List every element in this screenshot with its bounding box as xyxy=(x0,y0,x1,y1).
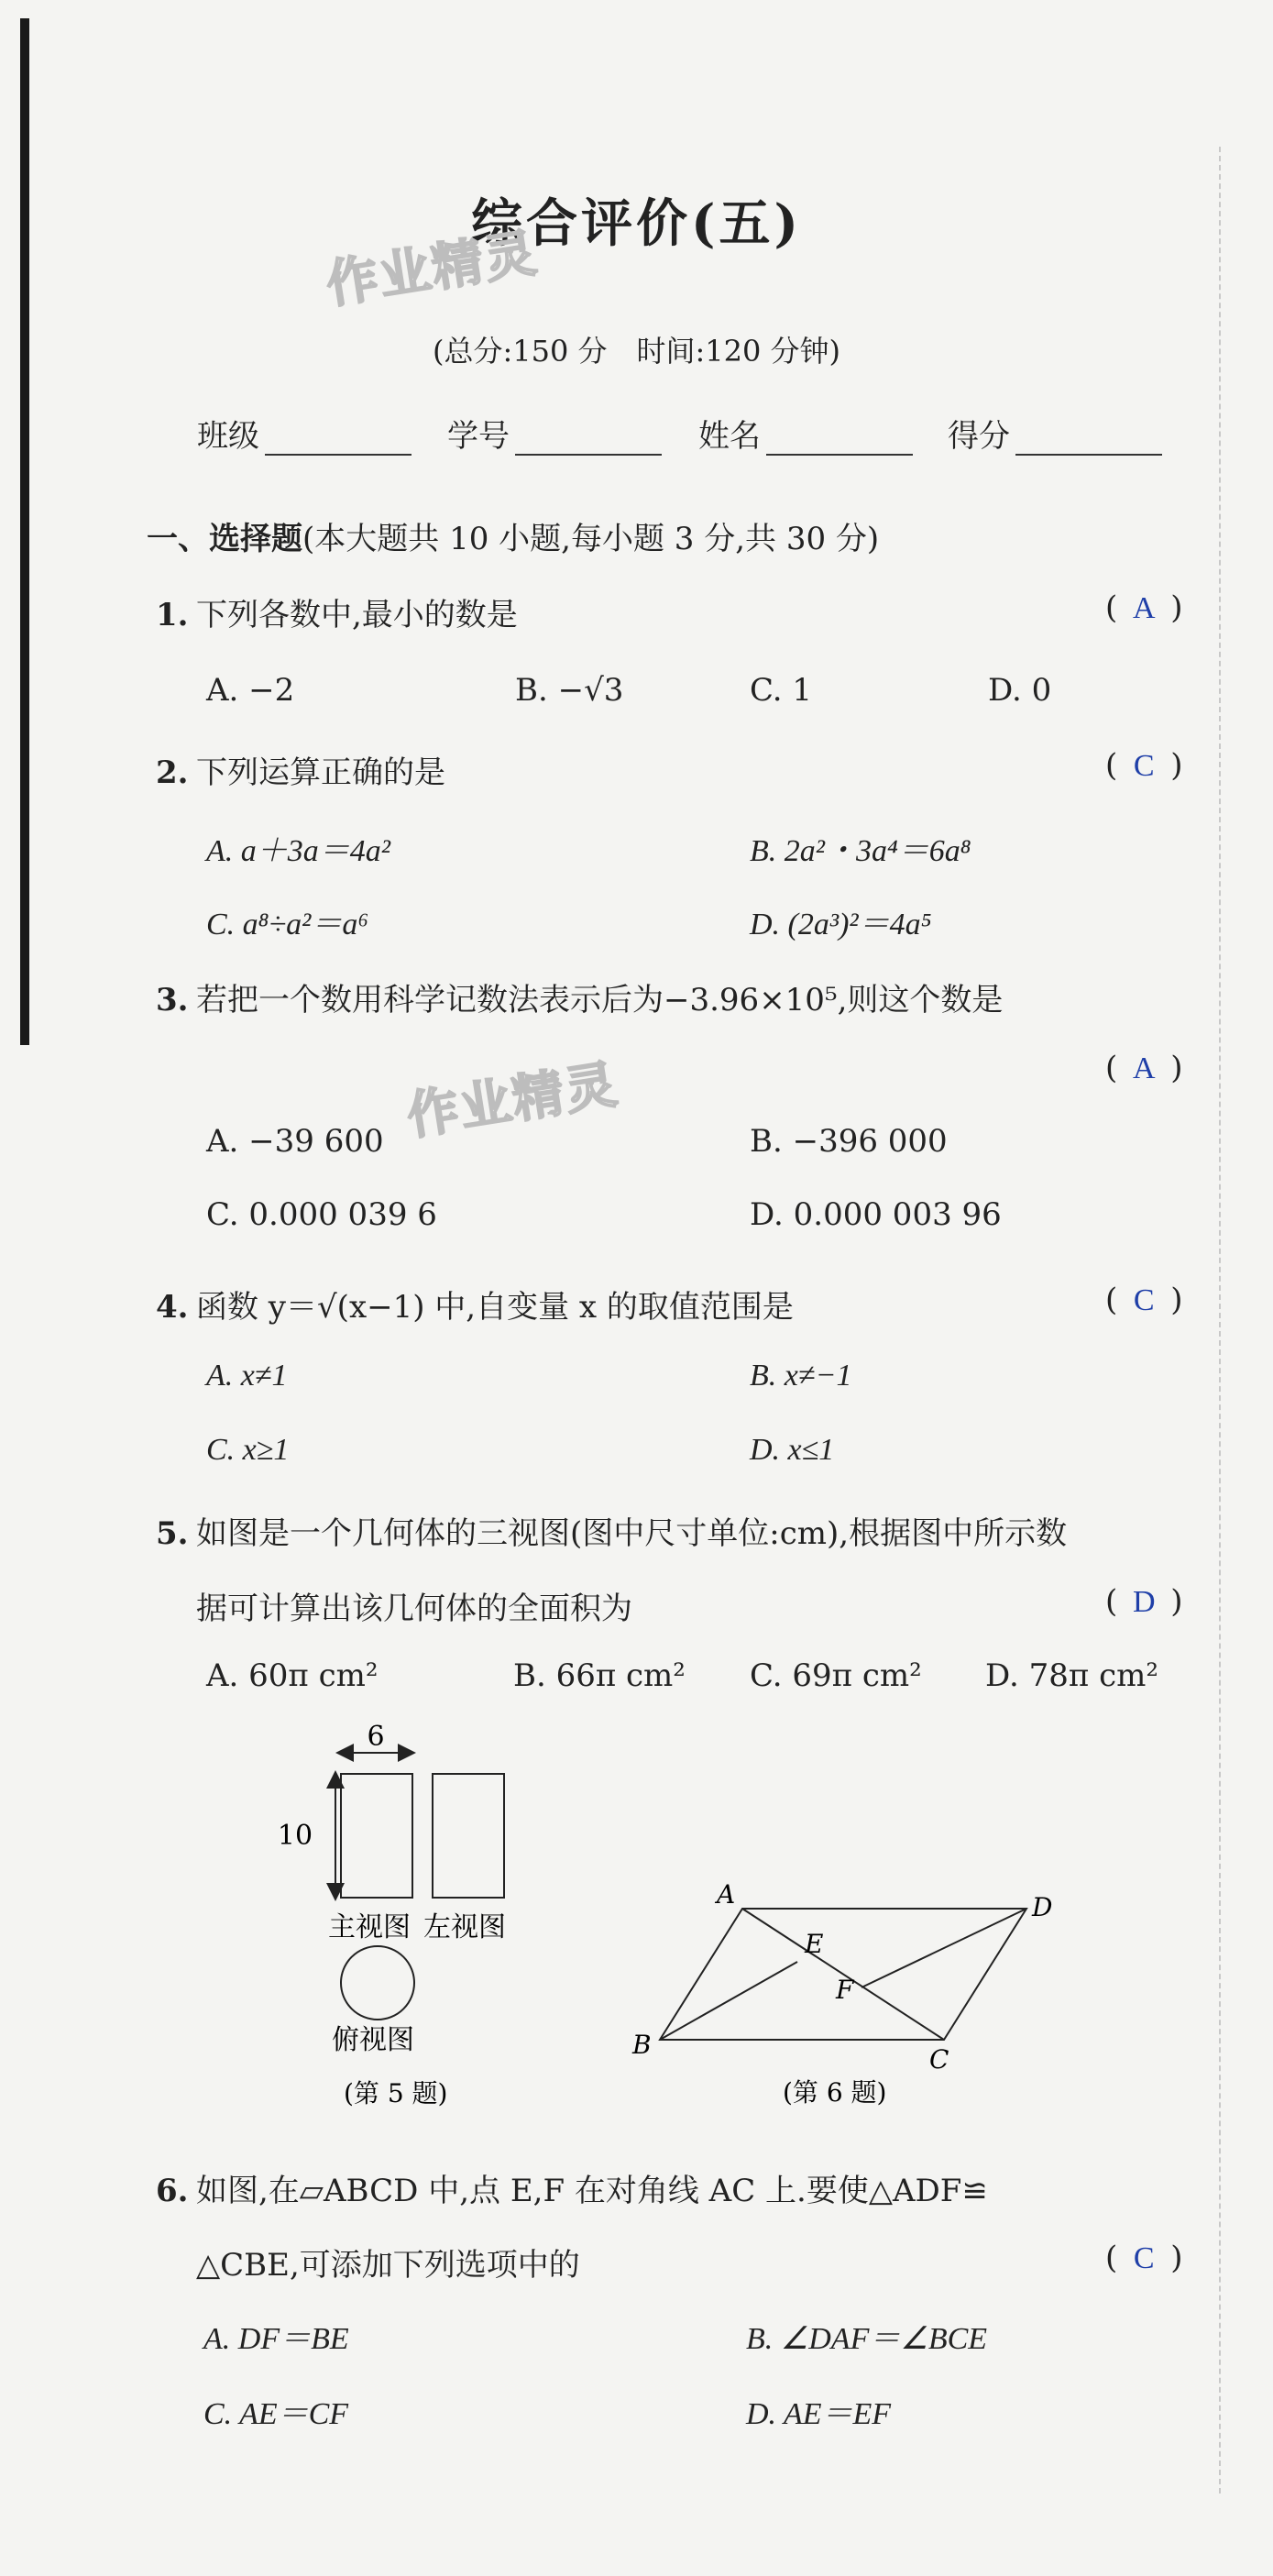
q2-option-d: D. (2a³)²＝4a⁵ xyxy=(750,908,932,941)
q1-option-b: B. −√3 xyxy=(515,672,624,709)
answer-5: ( D ) xyxy=(1105,1583,1183,1620)
q3-option-a: A. −39 600 xyxy=(206,1123,384,1160)
q1-option-d: D. 0 xyxy=(988,672,1052,709)
label-c: C xyxy=(929,2044,949,2075)
answer-2: ( C ) xyxy=(1105,747,1183,784)
q5-option-c: C. 69π cm² xyxy=(750,1657,922,1694)
left-view-rect xyxy=(433,1774,504,1898)
section-heading: 一、选择题(本大题共 10 小题,每小题 3 分,共 30 分) xyxy=(147,521,880,557)
q3-option-b: B. −396 000 xyxy=(750,1123,948,1160)
page-subtitle: (总分:150 分 时间:120 分钟) xyxy=(432,334,841,369)
figure-6-caption: (第 6 题) xyxy=(783,2077,887,2108)
front-view-rect xyxy=(341,1774,412,1898)
q4-option-a: A. x≠1 xyxy=(206,1359,288,1393)
class-field: 班级 xyxy=(197,411,412,456)
question-5: 5. 如图是一个几何体的三视图(图中尺寸单位:cm),根据图中所示数 xyxy=(156,1515,1068,1552)
question-5-line2: 据可计算出该几何体的全面积为 xyxy=(196,1591,632,1627)
q5-option-a: A. 60π cm² xyxy=(206,1657,379,1694)
question-3: 3. 若把一个数用科学记数法表示后为−3.96×10⁵,则这个数是 xyxy=(156,982,1004,1018)
q6-option-c: C. AE＝CF xyxy=(203,2397,349,2431)
answer-4: ( C ) xyxy=(1105,1282,1183,1318)
label-b: B xyxy=(632,2030,652,2060)
id-field: 学号 xyxy=(447,411,662,456)
q2-option-c: C. a⁸÷a²＝a⁶ xyxy=(206,908,369,941)
question-6-line2: △CBE,可添加下列选项中的 xyxy=(196,2247,580,2284)
answer-3: ( A ) xyxy=(1105,1050,1183,1086)
front-view-label: 主视图 xyxy=(328,1911,411,1943)
question-6: 6. 如图,在▱ABCD 中,点 E,F 在对角线 AC 上.要使△ADF≌ xyxy=(156,2173,988,2209)
q5-option-b: B. 66π cm² xyxy=(513,1657,686,1694)
q2-option-b: B. 2a²・3a⁴＝6a⁸ xyxy=(750,834,971,868)
figure-5-caption: (第 5 题) xyxy=(344,2078,448,2108)
q2-option-a: A. a＋3a＝4a² xyxy=(206,834,390,868)
label-e: E xyxy=(805,1929,824,1959)
label-f: F xyxy=(836,1975,854,2005)
watermark: 作业精灵 xyxy=(322,222,543,316)
answer-6: ( C ) xyxy=(1105,2240,1183,2276)
q4-option-c: C. x≥1 xyxy=(206,1433,290,1467)
q1-option-c: C. 1 xyxy=(750,672,813,709)
left-view-label: 左视图 xyxy=(423,1911,506,1943)
score-field: 得分 xyxy=(948,411,1162,456)
question-2: 2. 下列运算正确的是 xyxy=(156,754,445,791)
top-view-circle xyxy=(341,1946,414,2020)
height-dimension-label: 10 xyxy=(277,1820,313,1852)
q3-option-c: C. 0.000 039 6 xyxy=(206,1196,437,1233)
watermark-2: 作业精灵 xyxy=(402,1053,623,1148)
figure-5-three-views xyxy=(275,1723,587,2108)
question-1: 1. 下列各数中,最小的数是 xyxy=(156,597,518,633)
binding-bar xyxy=(20,18,29,1045)
page-title: 综合评价(五) xyxy=(471,193,802,254)
question-4: 4. 函数 y＝√(x−1) 中,自变量 x 的取值范围是 xyxy=(156,1289,794,1326)
q6-option-d: D. AE＝EF xyxy=(746,2397,892,2431)
label-d: D xyxy=(1032,1892,1053,1922)
cut-line xyxy=(1219,147,1221,2493)
q1-option-a: A. −2 xyxy=(206,672,295,709)
segment-be xyxy=(660,1962,797,2040)
label-a: A xyxy=(717,1879,736,1910)
figure-6-parallelogram xyxy=(614,1870,1072,2127)
q5-option-d: D. 78π cm² xyxy=(985,1657,1158,1694)
q4-option-d: D. x≤1 xyxy=(750,1433,835,1467)
q6-option-b: B. ∠DAF＝∠BCE xyxy=(746,2322,988,2356)
top-view-label: 俯视图 xyxy=(332,2024,414,2056)
answer-1: ( A ) xyxy=(1105,589,1183,626)
q6-option-a: A. DF＝BE xyxy=(203,2322,349,2356)
name-field: 姓名 xyxy=(698,411,913,456)
q4-option-b: B. x≠−1 xyxy=(750,1359,852,1393)
q3-option-d: D. 0.000 003 96 xyxy=(750,1196,1002,1233)
width-dimension-label: 6 xyxy=(367,1723,385,1753)
